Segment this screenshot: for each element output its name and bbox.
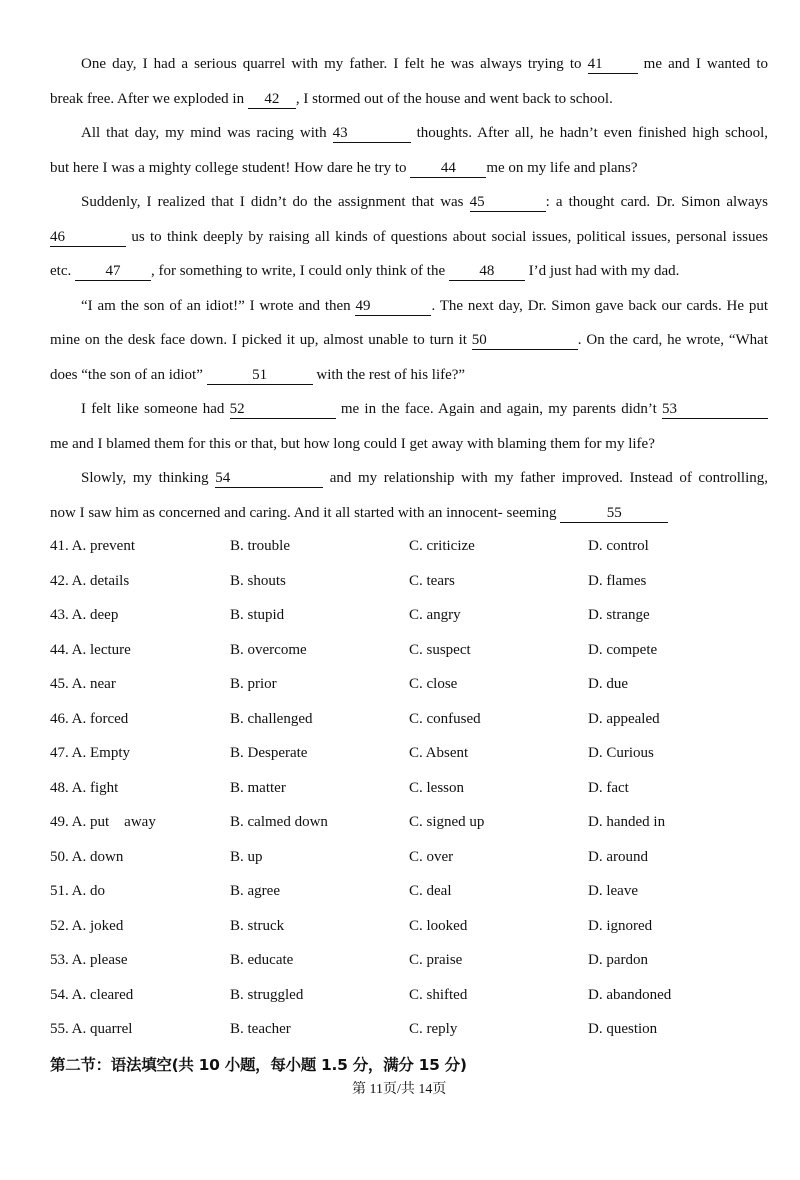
blank-48: 48	[449, 263, 525, 281]
option-a: 42. A. details	[50, 572, 130, 589]
option-a: 52. A. joked	[50, 917, 124, 934]
passage-text: etc.	[50, 263, 75, 279]
blank-42: 42	[248, 91, 296, 109]
passage-text: I felt like someone had	[81, 401, 230, 417]
blank-45: 45	[470, 194, 546, 212]
question-54-options	[50, 984, 768, 1006]
passage-text: Suddenly, I realized that I didn’t do the assignment that was	[81, 194, 470, 210]
option-b: B. trouble	[230, 538, 290, 554]
passage-text: us to think deeply by raising all kinds of questions about social issues, political issues, personal issues	[126, 228, 768, 245]
passage-line	[81, 191, 768, 213]
passage-text: does “the son of an idiot”	[50, 366, 207, 383]
blank-41: 41	[588, 56, 638, 74]
option-d: D. handed in	[588, 814, 666, 830]
passage-line	[81, 467, 768, 489]
passage-text: me on my life and plans?	[486, 159, 638, 176]
option-d: D. around	[588, 848, 648, 865]
option-a: 54. A. cleared	[50, 986, 134, 1003]
option-b: B. overcome	[230, 641, 307, 658]
question-43-options	[50, 604, 768, 626]
option-a: 51. A. do	[50, 883, 106, 899]
question-46-options	[50, 708, 768, 730]
passage-line	[50, 260, 768, 282]
passage-text: I’d just had with my dad.	[524, 263, 680, 279]
passage-text: but here I was a mighty college student! How dare he try to	[50, 159, 411, 176]
passage-line	[81, 295, 768, 317]
option-c: C. signed up	[409, 814, 485, 830]
option-a: 45. A. near	[50, 676, 116, 692]
passage-text: , for something to write, I could only think of the	[150, 263, 449, 279]
option-b: B. struck	[230, 917, 285, 934]
passage-text: “I am the son of an idiot!” I wrote and then	[81, 297, 356, 314]
option-d: D. flames	[588, 572, 647, 589]
option-a: 49. A. put away	[50, 814, 156, 830]
option-c: C. tears	[409, 572, 455, 589]
option-b: B. Desperate	[230, 745, 308, 761]
option-b: B. up	[230, 848, 263, 865]
option-b: B. stupid	[230, 607, 285, 623]
passage-line	[81, 53, 768, 75]
option-b: B. educate	[230, 952, 294, 968]
blank-53: 53	[662, 401, 768, 419]
option-d: D. control	[588, 538, 649, 554]
passage-text: , I stormed out of the house and went back to school.	[295, 90, 613, 107]
option-b: B. prior	[230, 676, 277, 692]
passage-text: me and I wanted to	[637, 56, 768, 72]
option-c: C. looked	[409, 917, 468, 934]
blank-54: 54	[215, 470, 323, 488]
option-d: D. ignored	[588, 917, 653, 934]
option-b: B. teacher	[230, 1021, 291, 1037]
section-heading: 第二节：语法填空(共 10 小题，每小题 1.5 分，满分 15 分)	[50, 1056, 467, 1074]
passage-line	[81, 122, 768, 144]
question-42-options	[50, 570, 768, 592]
option-d: D. compete	[588, 641, 658, 658]
passage-text: Slowly, my thinking	[81, 470, 216, 486]
option-b: B. agree	[230, 883, 280, 899]
question-55-options	[50, 1018, 768, 1040]
passage-text: me in the face. Again and again, my parents didn’t	[335, 401, 662, 417]
blank-47: 47	[75, 263, 151, 281]
option-a: 53. A. please	[50, 952, 128, 968]
option-a: 50. A. down	[50, 848, 124, 865]
option-c: C. over	[409, 848, 454, 865]
option-d: D. abandoned	[588, 986, 672, 1003]
passage-line	[81, 398, 768, 420]
option-c: C. deal	[409, 883, 452, 899]
blank-49: 49	[355, 298, 431, 316]
option-b: B. challenged	[230, 710, 313, 727]
passage-text: break free. After we exploded in	[50, 90, 248, 107]
passage-line	[50, 364, 768, 386]
passage-line	[50, 329, 768, 351]
option-c: C. close	[409, 676, 458, 692]
blank-52: 52	[230, 401, 336, 419]
question-52-options	[50, 915, 768, 937]
option-c: C. lesson	[409, 779, 465, 796]
option-a: 46. A. forced	[50, 710, 129, 727]
option-c: C. praise	[409, 952, 463, 968]
question-44-options	[50, 639, 768, 661]
option-d: D. fact	[588, 779, 629, 796]
passage-text: All that day, my mind was racing with	[81, 125, 333, 141]
blank-43: 43	[333, 125, 411, 143]
blank-46: 46	[50, 229, 126, 247]
option-a: 55. A. quarrel	[50, 1021, 133, 1037]
question-45-options	[50, 673, 768, 695]
passage-text: : a thought card. Dr. Simon always	[545, 194, 768, 210]
option-d: D. leave	[588, 883, 638, 899]
passage-line	[50, 88, 768, 110]
option-c: C. confused	[409, 710, 481, 727]
passage-text: thoughts. After all, he hadn’t even finished high school,	[410, 125, 768, 141]
passage-text: . On the card, he wrote, “What	[577, 332, 769, 348]
option-c: C. shifted	[409, 986, 468, 1003]
option-d: D. strange	[588, 607, 650, 623]
option-b: B. calmed down	[230, 814, 328, 830]
page-number: 第 11页/共 14页	[352, 1082, 447, 1097]
blank-55: 55	[560, 505, 668, 523]
question-51-options	[50, 880, 768, 902]
passage-text: now I saw him as concerned and caring. And it all started with an innocent- seeming	[50, 504, 561, 521]
option-a: 43. A. deep	[50, 607, 119, 623]
blank-44: 44	[410, 160, 486, 178]
option-c: C. criticize	[409, 538, 475, 554]
option-a: 44. A. lecture	[50, 641, 131, 658]
question-50-options	[50, 846, 768, 868]
question-53-options	[50, 949, 768, 971]
option-a: 41. A. prevent	[50, 538, 135, 554]
option-d: D. due	[588, 676, 628, 692]
question-41-options	[50, 535, 768, 557]
question-49-options	[50, 811, 768, 833]
option-d: D. Curious	[588, 745, 654, 761]
question-47-options	[50, 742, 768, 764]
passage-text: . The next day, Dr. Simon gave back our cards. He put	[431, 297, 768, 314]
passage-line	[50, 502, 768, 524]
option-c: C. reply	[409, 1021, 458, 1037]
option-a: 48. A. fight	[50, 779, 119, 796]
option-d: D. appealed	[588, 710, 660, 727]
option-b: B. shouts	[230, 572, 286, 589]
option-c: C. Absent	[409, 745, 469, 761]
blank-51: 51	[207, 367, 313, 385]
option-c: C. suspect	[409, 641, 471, 658]
passage-text: mine on the desk face down. I picked it up, almost unable to turn it	[50, 332, 472, 348]
passage-text: me and I blamed them for this or that, but how long could I get away with blaming them for my life?	[50, 435, 655, 452]
passage-line	[50, 157, 768, 179]
passage-text: One day, I had a serious quarrel with my father. I felt he was always trying to	[81, 56, 588, 72]
question-48-options	[50, 777, 768, 799]
blank-50: 50	[472, 332, 578, 350]
passage-text: and my relationship with my father improved. Instead of controlling,	[323, 470, 768, 486]
passage-text: with the rest of his life?”	[312, 366, 466, 383]
option-d: D. pardon	[588, 952, 648, 968]
option-b: B. struggled	[230, 986, 304, 1003]
passage-line	[50, 433, 768, 455]
passage-line	[50, 226, 768, 248]
option-b: B. matter	[230, 779, 286, 796]
option-d: D. question	[588, 1021, 658, 1037]
option-a: 47. A. Empty	[50, 745, 131, 761]
option-c: C. angry	[409, 607, 461, 623]
